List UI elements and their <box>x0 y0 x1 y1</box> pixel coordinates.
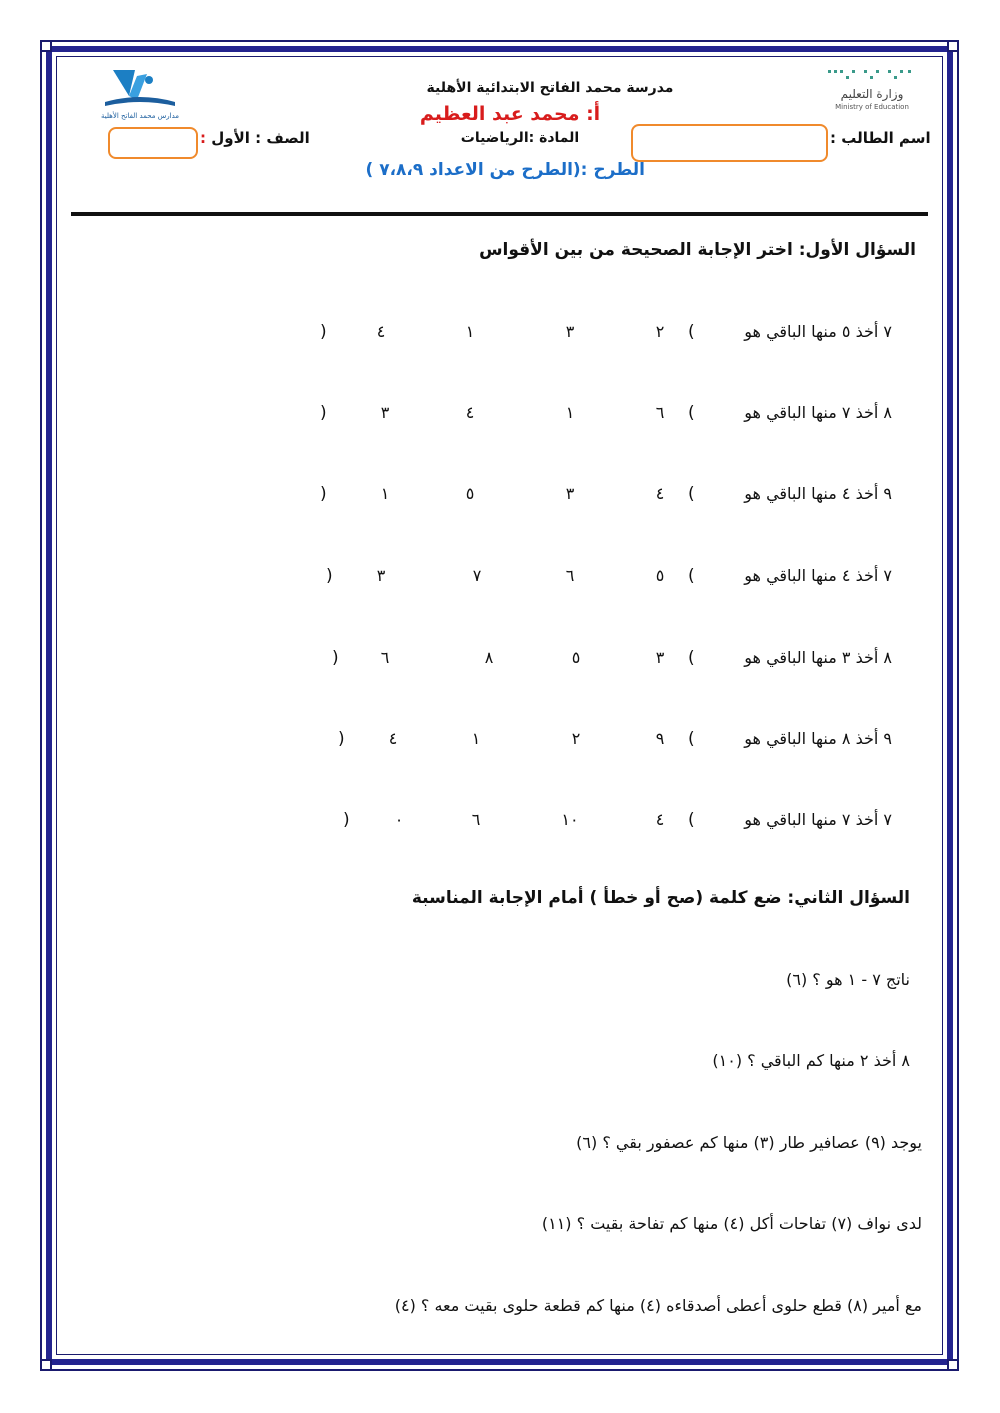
answer-option[interactable]: ٣ <box>565 322 575 341</box>
true-false-item: لدى نواف (٧) تفاحات أكل (٤) منها كم تفاحة بقيت ؟ (١١) <box>541 1214 922 1233</box>
answer-option[interactable]: ٣ <box>376 566 386 585</box>
question-1-row-text: ٨ أخذ ٧ منها الباقي هو <box>744 403 892 422</box>
answer-option[interactable]: ٢ <box>571 729 581 748</box>
answer-option[interactable]: ١ <box>471 729 481 748</box>
open-parenthesis: ( <box>688 648 695 668</box>
answer-option[interactable]: ١٠ <box>561 810 579 829</box>
question-1-row-text: ٧ أخذ ٥ منها الباقي هو <box>744 322 892 341</box>
school-logo <box>85 66 195 122</box>
ministry-logo <box>780 68 920 114</box>
answer-option[interactable]: ١ <box>565 403 575 422</box>
answer-option[interactable]: ٥ <box>465 484 475 503</box>
student-name-box[interactable] <box>631 124 828 162</box>
answer-option[interactable]: ٤ <box>655 810 665 829</box>
answer-option[interactable]: ٦ <box>380 648 390 667</box>
student-name-label: اسم الطالب : <box>830 129 931 147</box>
close-parenthesis: ) <box>343 810 350 830</box>
question-1-row-text: ٩ أخذ ٤ منها الباقي هو <box>744 484 892 503</box>
answer-option[interactable]: ٣ <box>565 484 575 503</box>
question-1-row-text: ٧ أخذ ٤ منها الباقي هو <box>744 566 892 585</box>
true-false-item: يوجد (٩) عصافير طار (٣) منها كم عصفور بقي ؟ (٦) <box>576 1133 922 1152</box>
grade-label <box>200 129 310 147</box>
answer-option[interactable]: ٥ <box>655 566 665 585</box>
answer-option[interactable]: ٨ <box>484 648 494 667</box>
grade-label-text: الصف : الأول <box>211 129 310 147</box>
question-2-title: السؤال الثاني: ضع كلمة (صح أو خطأ ) أمام الإجابة المناسبة <box>411 888 910 908</box>
grade-colon: : <box>200 129 206 147</box>
open-parenthesis: ( <box>688 484 695 504</box>
answer-option[interactable]: ٦ <box>471 810 481 829</box>
question-1-row-text: ٨ أخذ ٣ منها الباقي هو <box>744 648 892 667</box>
close-parenthesis: ) <box>338 729 345 749</box>
open-parenthesis: ( <box>688 566 695 586</box>
close-parenthesis: ) <box>332 648 339 668</box>
answer-option[interactable]: ٧ <box>472 566 482 585</box>
corner-ornament <box>40 1359 52 1371</box>
grade-answer-box[interactable] <box>108 127 198 159</box>
open-parenthesis: ( <box>688 403 695 423</box>
answer-option[interactable]: ١ <box>380 484 390 503</box>
close-parenthesis: ) <box>326 566 333 586</box>
lesson-topic: الطرح :(الطرح من الاعداد ٧،٨،٩ ) <box>365 160 645 180</box>
question-1-title: السؤال الأول: اختر الإجابة الصحيحة من بين الأقواس <box>479 240 916 260</box>
teacher-name: أ: محمد عبد العظيم <box>419 103 601 125</box>
corner-ornament <box>40 40 52 52</box>
ministry-name-en: Ministry of Education <box>835 103 909 111</box>
ministry-name-ar: وزارة التعليم <box>840 87 904 101</box>
answer-option[interactable]: ٩ <box>655 729 665 748</box>
true-false-item: ٨ أخذ ٢ منها كم الباقي ؟ (١٠) <box>712 1051 910 1070</box>
answer-option[interactable]: ٢ <box>655 322 665 341</box>
subject-label: المادة :الرياضيات <box>460 130 580 146</box>
school-logo-text: مدارس محمد الفاتح الأهلية <box>101 112 179 120</box>
answer-option[interactable]: ٥ <box>571 648 581 667</box>
answer-option[interactable]: ٦ <box>565 566 575 585</box>
answer-option[interactable]: ٣ <box>380 403 390 422</box>
close-parenthesis: ) <box>320 403 327 423</box>
header-divider <box>71 212 928 216</box>
corner-ornament <box>947 40 959 52</box>
question-1-row-text: ٧ أخذ ٧ منها الباقي هو <box>744 810 892 829</box>
answer-option[interactable]: ٤ <box>388 729 398 748</box>
open-parenthesis: ( <box>688 729 695 749</box>
answer-option[interactable]: ٤ <box>655 484 665 503</box>
open-parenthesis: ( <box>688 322 695 342</box>
school-name: مدرسة محمد الفاتح الابتدائية الأهلية <box>426 80 674 96</box>
true-false-item: ناتج ٧ - ١ هو ؟ (٦) <box>786 970 910 989</box>
close-parenthesis: ) <box>320 322 327 342</box>
answer-option[interactable]: ٣ <box>655 648 665 667</box>
answer-option[interactable]: ٤ <box>465 403 475 422</box>
corner-ornament <box>947 1359 959 1371</box>
answer-option[interactable]: ٤ <box>376 322 386 341</box>
open-parenthesis: ( <box>688 810 695 830</box>
answer-option[interactable]: ٦ <box>655 403 665 422</box>
question-1-row-text: ٩ أخذ ٨ منها الباقي هو <box>744 729 892 748</box>
true-false-item: مع أمير (٨) قطع حلوى أعطى أصدقاءه (٤) منها كم قطعة حلوى بقيت معه ؟ (٤) <box>394 1296 922 1315</box>
answer-option[interactable]: ٠ <box>394 810 404 829</box>
close-parenthesis: ) <box>320 484 327 504</box>
answer-option[interactable]: ١ <box>465 322 475 341</box>
